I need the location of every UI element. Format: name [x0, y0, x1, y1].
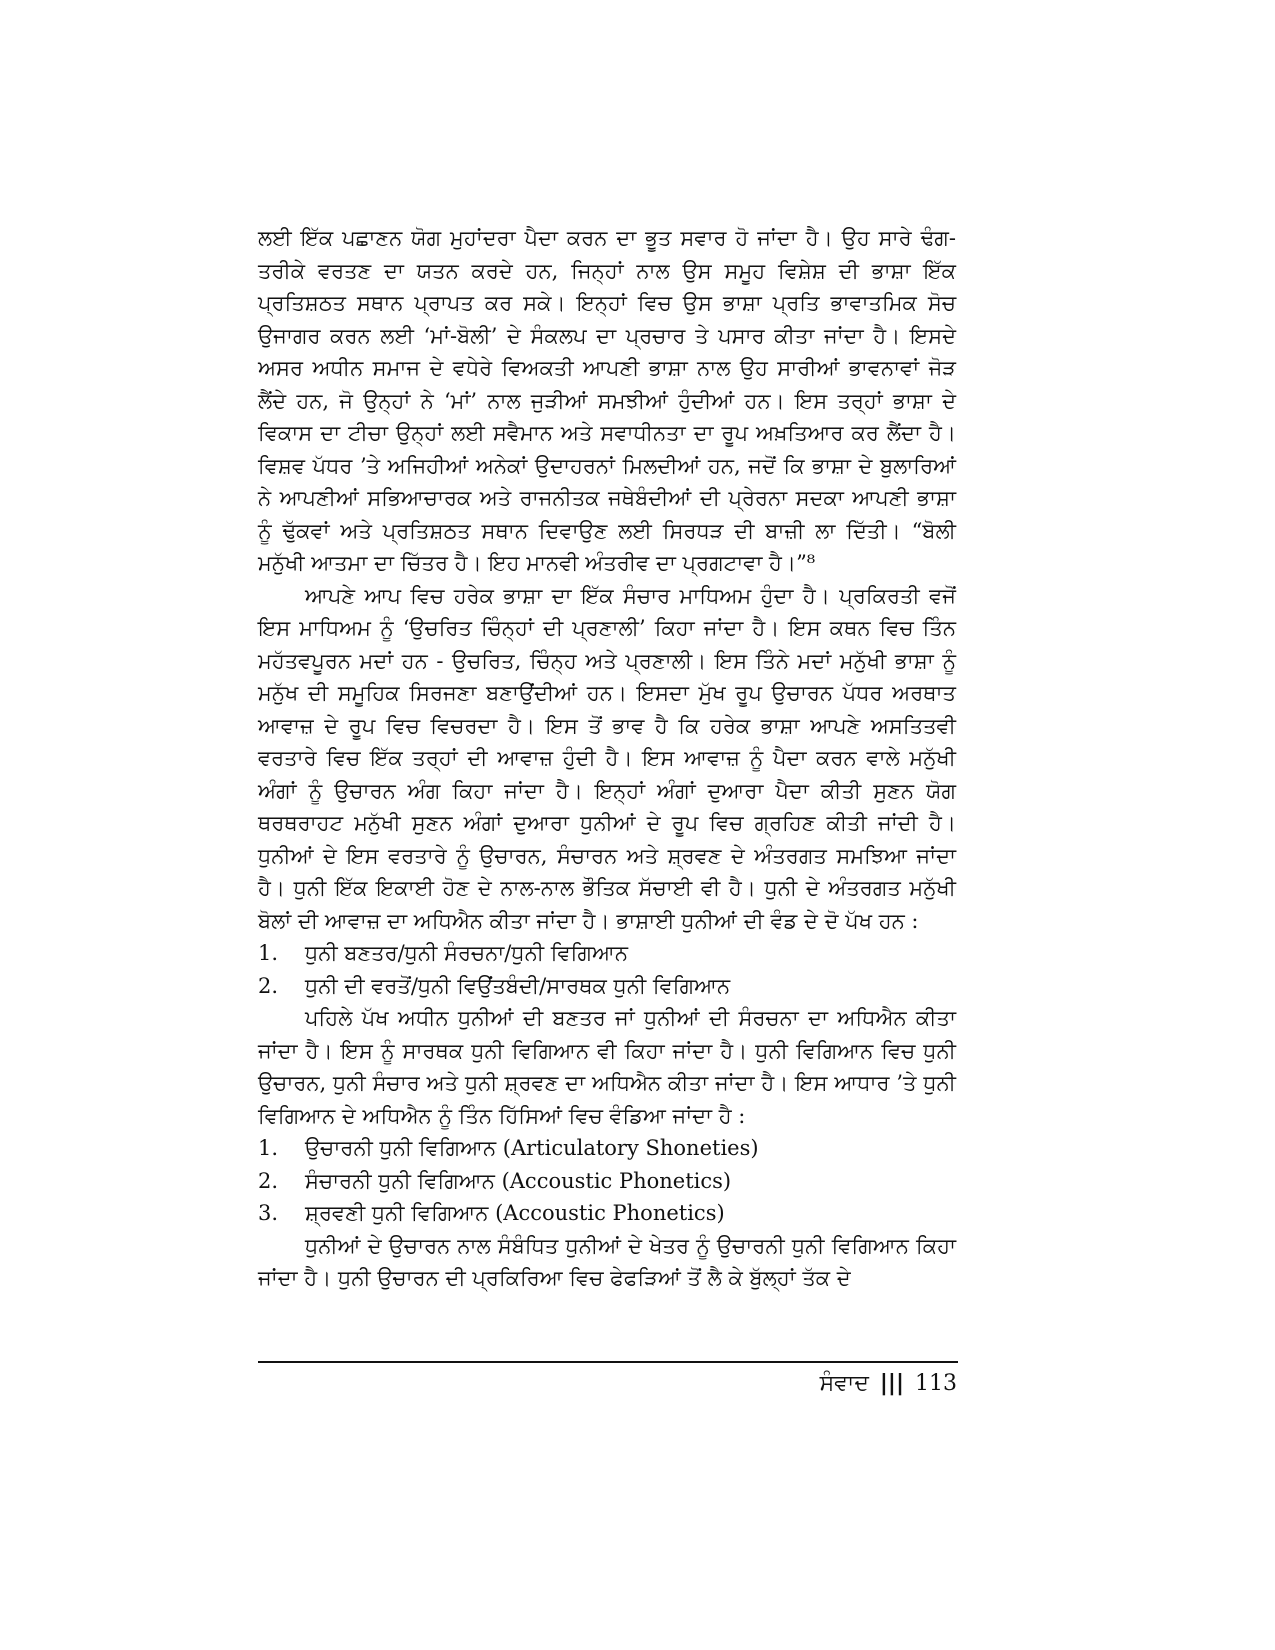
list-item-text: ਉਚਾਰਨੀ ਧੁਨੀ ਵਿਗਿਆਨ (Articulatory Shoneties): [305, 1136, 759, 1160]
list-item-number: 1.: [258, 1136, 279, 1160]
paragraph-2: ਆਪਣੇ ਆਪ ਵਿਚ ਹਰੇਕ ਭਾਸ਼ਾ ਦਾ ਇੱਕ ਸੰਚਾਰ ਮਾਧਿਅਮ ਹੁੰਦਾ ਹੈ। ਪ੍ਰਕਿਰਤੀ ਵਜੋਂ ਇਸ ਮਾਧਿਅਮ ਨੂੰ ‘ਉਚਰਿਤ ਚਿੰਨ੍ਹਾਂ ਦੀ ਪ੍ਰਣਾਲੀ’ ਕਿਹਾ ਜਾਂਦਾ ਹੈ। ਇਸ ਕਥਨ ਵਿਚ ਤਿੰਨ ਮਹੱਤਵਪੂਰਨ ਮਦਾਂ ਹਨ - ਉਚਰਿਤ, ਚਿੰਨ੍ਹ ਅਤੇ ਪ੍ਰਣਾਲੀ। ਇਸ ਤਿੰਨੇ ਮਦਾਂ ਮਨੁੱਖੀ ਭਾਸ਼ਾ ਨੂੰ ਮਨੁੱਖ ਦੀ ਸਮੂਹਿਕ ਸਿਰਜਣਾ ਬਣਾਉਂਦੀਆਂ ਹਨ। ਇਸਦਾ ਮੁੱਖ ਰੂਪ ਉਚਾਰਨ ਪੱਧਰ ਅਰਥਾਤ ਆਵਾਜ਼ ਦੇ ਰੂਪ ਵਿਚ ਵਿਚਰਦਾ ਹੈ। ਇਸ ਤੋਂ ਭਾਵ ਹੈ ਕਿ ਹਰੇਕ ਭਾਸ਼ਾ ਆਪਣੇ ਅਸਤਿਤਵੀ ਵਰਤਾਰੇ ਵਿਚ ਇੱਕ ਤਰ੍ਹਾਂ ਦੀ ਆਵਾਜ਼ ਹੁੰਦੀ ਹੈ। ਇਸ ਆਵਾਜ਼ ਨੂੰ ਪੈਦਾ ਕਰਨ ਵਾਲੇ ਮਨੁੱਖੀ ਅੰਗਾਂ ਨੂੰ ਉਚਾਰਨ ਅੰਗ ਕਿਹਾ ਜਾਂਦਾ ਹੈ। ਇਨ੍ਹਾਂ ਅੰਗਾਂ ਦੁਆਰਾ ਪੈਦਾ ਕੀਤੀ ਸੁਣਨ ਯੋਗ ਥਰਥਰਾਹਟ ਮਨੁੱਖੀ ਸੁਣਨ ਅੰਗਾਂ ਦੁਆਰਾ ਧੁਨੀਆਂ ਦੇ ਰੂਪ ਵਿਚ ਗ੍ਰਹਿਣ ਕੀਤੀ ਜਾਂਦੀ ਹੈ। ਧੁਨੀਆਂ ਦੇ ਇਸ ਵਰਤਾਰੇ ਨੂੰ ਉਚਾਰਨ, ਸੰਚਾਰਨ ਅਤੇ ਸ਼੍ਰਵਣ ਦੇ ਅੰਤਰਗਤ ਸਮਝਿਆ ਜਾਂਦਾ ਹੈ। ਧੁਨੀ ਇੱਕ ਇਕਾਈ ਹੋਣ ਦੇ ਨਾਲ-ਨਾਲ ਭੌਤਿਕ ਸੱਚਾਈ ਵੀ ਹੈ। ਧੁਨੀ ਦੇ ਅੰਤਰਗਤ ਮਨੁੱਖੀ ਬੋਲਾਂ ਦੀ ਆਵਾਜ਼ ਦਾ ਅਧਿਐਨ ਕੀਤਾ ਜਾਂਦਾ ਹੈ। ਭਾਸ਼ਾਈ ਧੁਨੀਆਂ ਦੀ ਵੰਡ ਦੇ ਦੋ ਪੱਖ ਹਨ :: [258, 583, 956, 933]
journal-title: ਸੰਵਾਦ: [819, 1371, 869, 1396]
list-item-number: 3.: [258, 1201, 279, 1225]
list-item-text: ਸ਼੍ਰਵਣੀ ਧੁਨੀ ਵਿਗਿਆਨ (Accoustic Phonetics): [305, 1201, 725, 1225]
list-item-text: ਸੰਚਾਰਨੀ ਧੁਨੀ ਵਿਗਿਆਨ (Accoustic Phonetics): [305, 1168, 732, 1193]
page-footer: [820, 1368, 957, 1400]
list-item-text: ਧੁਨੀ ਦੀ ਵਰਤੋਂ/ਧੁਨੀ ਵਿਉਂਤਬੰਦੀ/ਸਾਰਥਕ ਧੁਨੀ ਵਿਗਿਆਨ: [305, 973, 731, 998]
list-item: [258, 1197, 956, 1230]
footer-divider: [258, 1361, 958, 1363]
list-item: [258, 937, 956, 970]
paragraph-3: ਪਹਿਲੇ ਪੱਖ ਅਧੀਨ ਧੁਨੀਆਂ ਦੀ ਬਣਤਰ ਜਾਂ ਧੁਨੀਆਂ ਦੀ ਸੰਰਚਨਾ ਦਾ ਅਧਿਐਨ ਕੀਤਾ ਜਾਂਦਾ ਹੈ। ਇਸ ਨੂੰ ਸਾਰਥਕ ਧੁਨੀ ਵਿਗਿਆਨ ਵੀ ਕਿਹਾ ਜਾਂਦਾ ਹੈ। ਧੁਨੀ ਵਿਗਿਆਨ ਵਿਚ ਧੁਨੀ ਉਚਾਰਨ, ਧੁਨੀ ਸੰਚਾਰ ਅਤੇ ਧੁਨੀ ਸ਼੍ਰਵਣ ਦਾ ਅਧਿਐਨ ਕੀਤਾ ਜਾਂਦਾ ਹੈ। ਇਸ ਆਧਾਰ ’ਤੇ ਧੁਨੀ ਵਿਗਿਆਨ ਦੇ ਅਧਿਐਨ ਨੂੰ ਤਿੰਨ ਹਿੱਸਿਆਂ ਵਿਚ ਵੰਡਿਆ ਜਾਂਦਾ ਹੈ :: [258, 1006, 956, 1128]
paragraph-4: ਧੁਨੀਆਂ ਦੇ ਉਚਾਰਨ ਨਾਲ ਸੰਬੰਧਿਤ ਧੁਨੀਆਂ ਦੇ ਖੇਤਰ ਨੂੰ ਉਚਾਰਨੀ ਧੁਨੀ ਵਿਗਿਆਨ ਕਿਹਾ ਜਾਂਦਾ ਹੈ। ਧੁਨੀ ਉਚਾਰਨ ਦੀ ਪ੍ਰਕਿਰਿਆ ਵਿਚ ਫੇਫੜਿਆਂ ਤੋਂ ਲੈ ਕੇ ਬੁੱਲ੍ਹਾਂ ਤੱਕ ਦੇ: [258, 1233, 956, 1290]
list-item-number: 2.: [258, 1168, 279, 1193]
paragraph-1: ਲਈ ਇੱਕ ਪਛਾਣਨ ਯੋਗ ਮੁਹਾਂਦਰਾ ਪੈਦਾ ਕਰਨ ਦਾ ਭੂਤ ਸਵਾਰ ਹੋ ਜਾਂਦਾ ਹੈ। ਉਹ ਸਾਰੇ ਢੰਗ-ਤਰੀਕੇ ਵਰਤਣ ਦਾ ਯਤਨ ਕਰਦੇ ਹਨ, ਜਿਨ੍ਹਾਂ ਨਾਲ ਉਸ ਸਮੂਹ ਵਿਸ਼ੇਸ਼ ਦੀ ਭਾਸ਼ਾ ਇੱਕ ਪ੍ਰਤਿਸ਼ਠਤ ਸਥਾਨ ਪ੍ਰਾਪਤ ਕਰ ਸਕੇ। ਇਨ੍ਹਾਂ ਵਿਚ ਉਸ ਭਾਸ਼ਾ ਪ੍ਰਤਿ ਭਾਵਾਤਮਿਕ ਸੋਚ ਉਜਾਗਰ ਕਰਨ ਲਈ ‘ਮਾਂ-ਬੋਲੀ’ ਦੇ ਸੰਕਲਪ ਦਾ ਪ੍ਰਚਾਰ ਤੇ ਪਸਾਰ ਕੀਤਾ ਜਾਂਦਾ ਹੈ। ਇਸਦੇ ਅਸਰ ਅਧੀਨ ਸਮਾਜ ਦੇ ਵਧੇਰੇ ਵਿਅਕਤੀ ਆਪਣੀ ਭਾਸ਼ਾ ਨਾਲ ਉਹ ਸਾਰੀਆਂ ਭਾਵਨਾਵਾਂ ਜੋੜ ਲੈਂਦੇ ਹਨ, ਜੋ ਉਨ੍ਹਾਂ ਨੇ ‘ਮਾਂ’ ਨਾਲ ਜੁੜੀਆਂ ਸਮਝੀਆਂ ਹੁੰਦੀਆਂ ਹਨ। ਇਸ ਤਰ੍ਹਾਂ ਭਾਸ਼ਾ ਦੇ ਵਿਕਾਸ ਦਾ ਟੀਚਾ ਉਨ੍ਹਾਂ ਲਈ ਸਵੈਮਾਨ ਅਤੇ ਸਵਾਧੀਨਤਾ ਦਾ ਰੂਪ ਅਖ਼ਤਿਆਰ ਕਰ ਲੈਂਦਾ ਹੈ। ਵਿਸ਼ਵ ਪੱਧਰ ’ਤੇ ਅਜਿਹੀਆਂ ਅਨੇਕਾਂ ਉਦਾਹਰਨਾਂ ਮਿਲਦੀਆਂ ਹਨ, ਜਦੋਂ ਕਿ ਭਾਸ਼ਾ ਦੇ ਬੁਲਾਰਿਆਂ ਨੇ ਆਪਣੀਆਂ ਸਭਿਆਚਾਰਕ ਅਤੇ ਰਾਜਨੀਤਕ ਜਥੇਬੰਦੀਆਂ ਦੀ ਪ੍ਰੇਰਨਾ ਸਦਕਾ ਆਪਣੀ ਭਾਸ਼ਾ ਨੂੰ ਢੁੱਕਵਾਂ ਅਤੇ ਪ੍ਰਤਿਸ਼ਠਤ ਸਥਾਨ ਦਿਵਾਉਣ ਲਈ ਸਿਰਧੜ ਦੀ ਬਾਜ਼ੀ ਲਾ ਦਿੱਤੀ। “ਬੋਲੀ ਮਨੁੱਖੀ ਆਤਮਾ ਦਾ ਚਿੱਤਰ ਹੈ। ਇਹ ਮਾਨਵੀ ਅੰਤਰੀਵ ਦਾ ਪ੍ਰਗਟਾਵਾ ਹੈ।”⁸: [258, 226, 956, 575]
footer-separator: |||: [879, 1371, 904, 1396]
list-item-text: ਧੁਨੀ ਬਣਤਰ/ਧੁਨੀ ਸੰਰਚਨਾ/ਧੁਨੀ ਵਿਗਿਆਨ: [305, 941, 628, 965]
list-item-number: 1.: [258, 941, 279, 965]
phonetics-aspects-list: [258, 937, 956, 1002]
page-body: [258, 222, 956, 1295]
phonetics-branches-list: [258, 1132, 956, 1230]
list-item: [258, 1132, 956, 1165]
page-number: 113: [915, 1371, 957, 1396]
list-item-number: 2.: [258, 973, 279, 998]
list-item: [258, 1165, 956, 1198]
list-item: [258, 970, 956, 1003]
